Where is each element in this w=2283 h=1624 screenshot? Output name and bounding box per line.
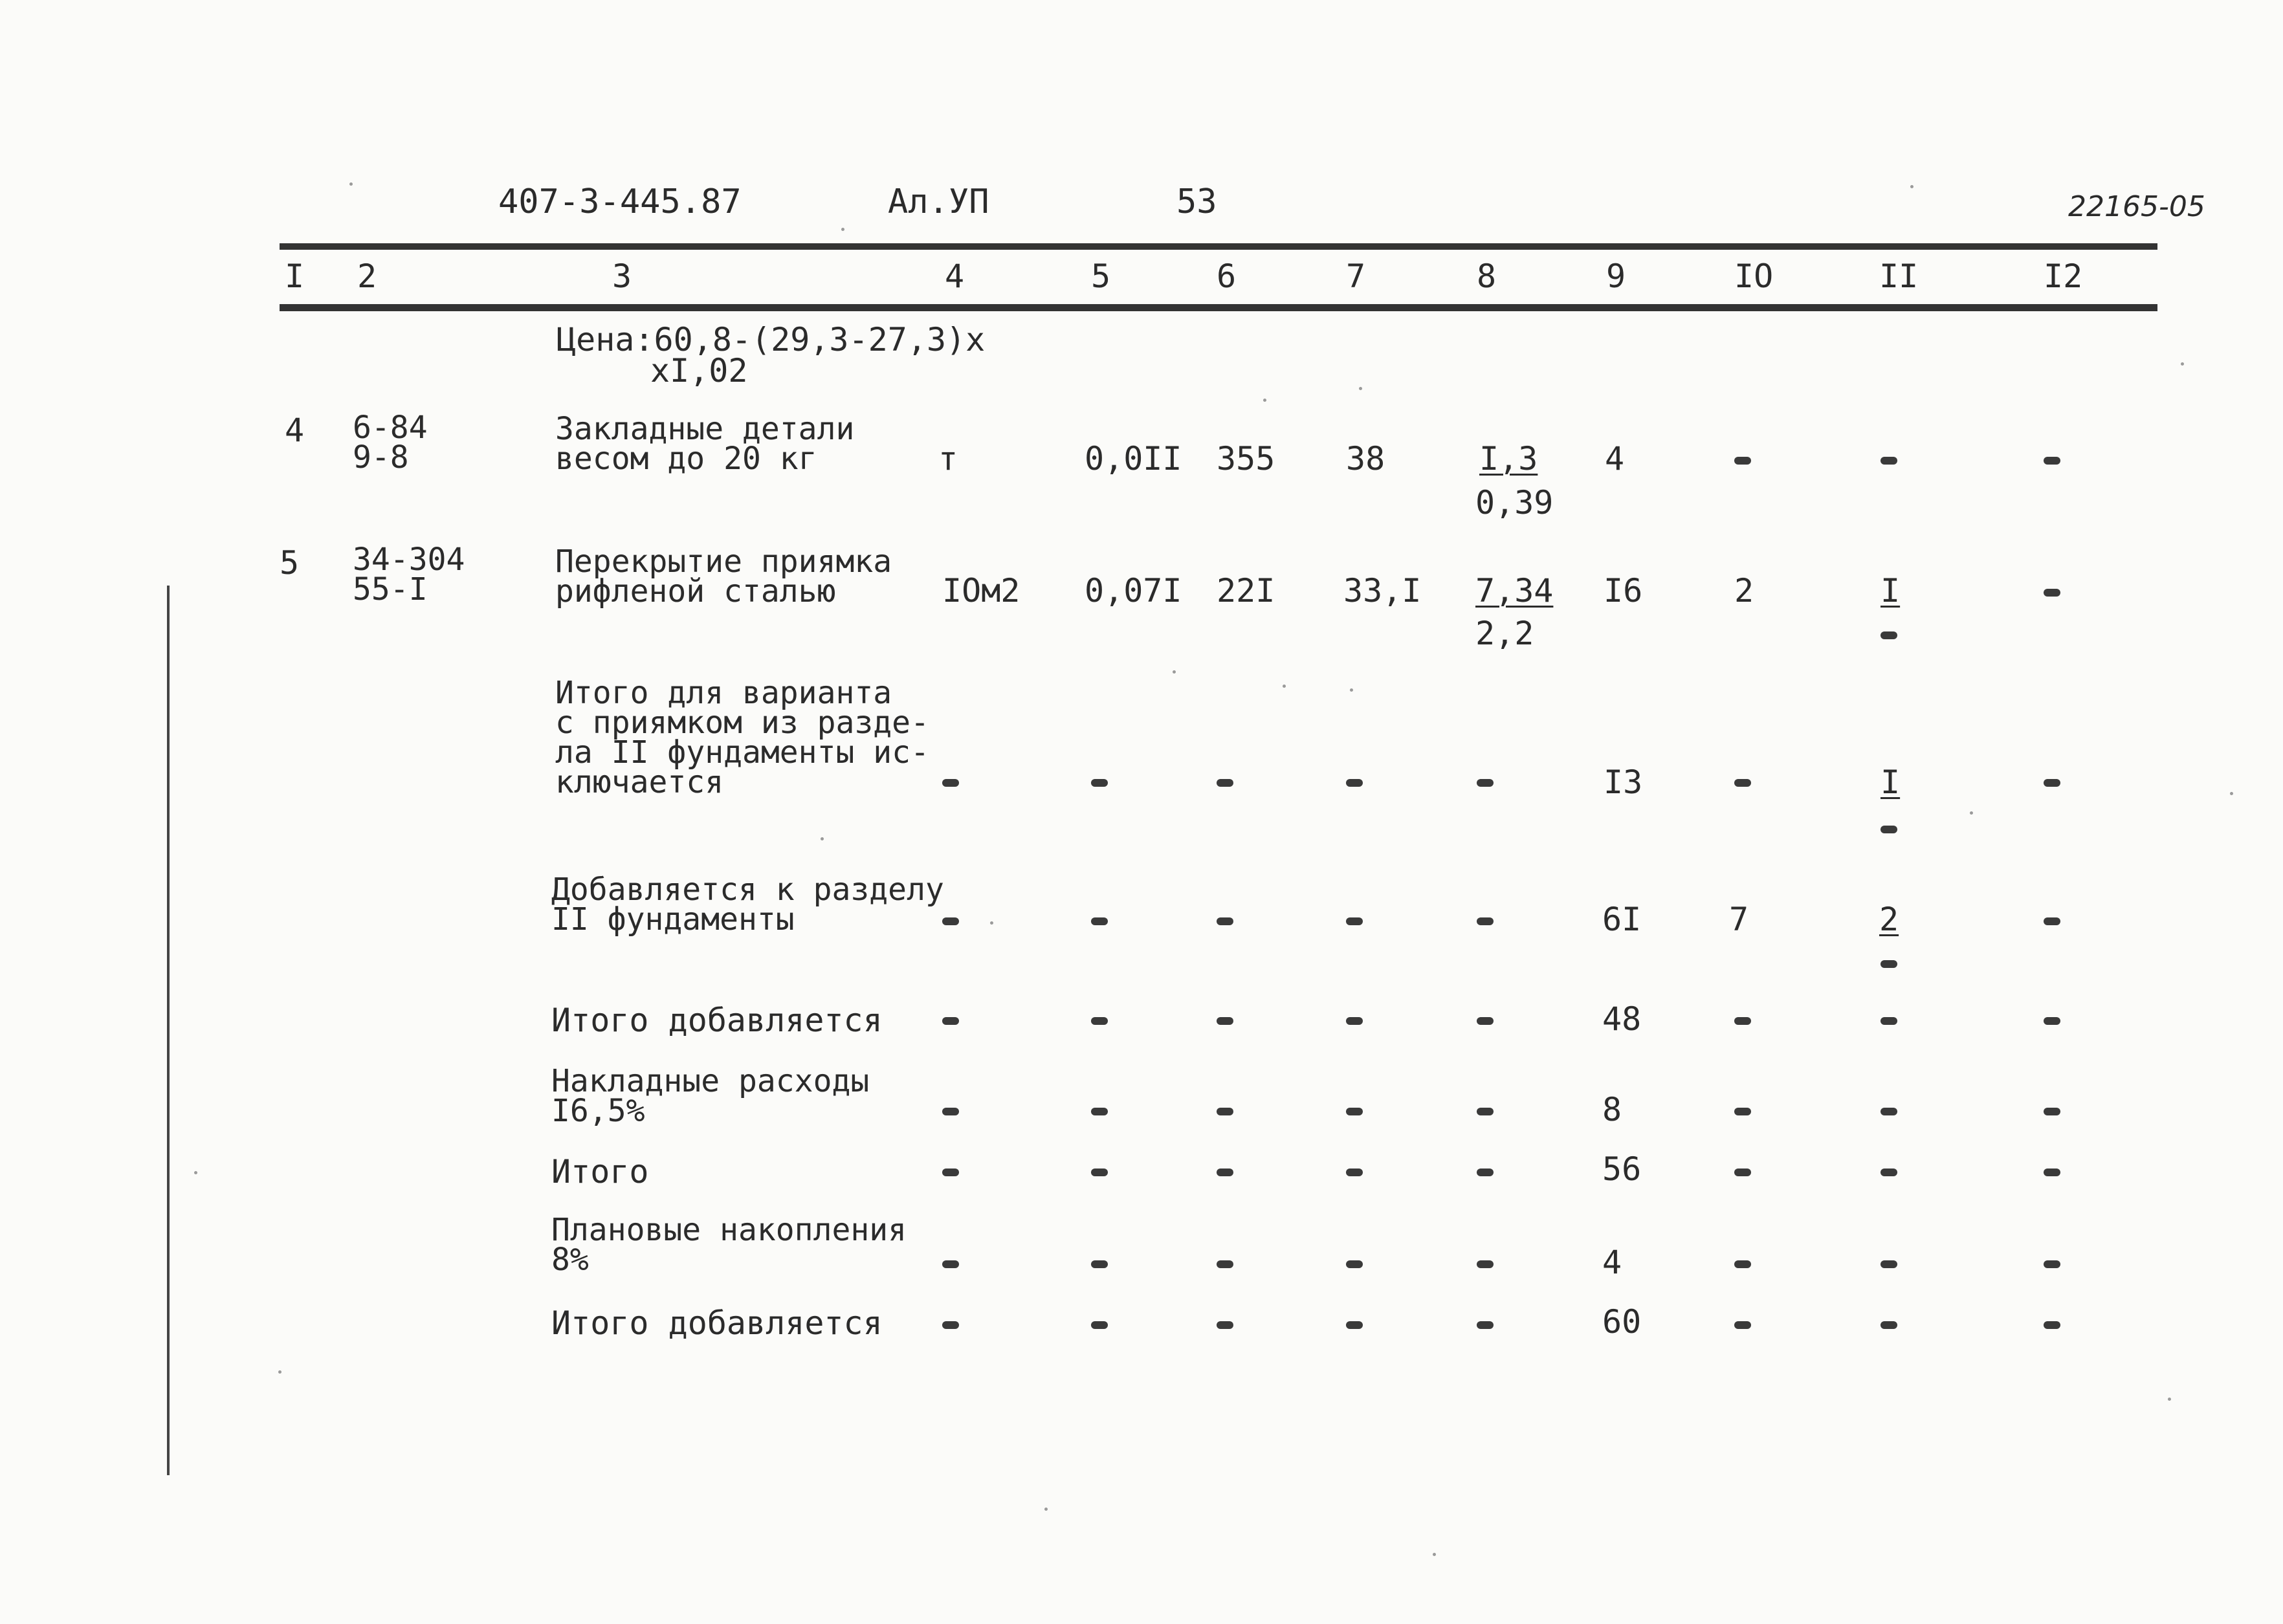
col12-dash: [2044, 1321, 2060, 1329]
left-margin-line: [167, 586, 170, 1475]
col8-top: 7,34: [1475, 572, 1554, 609]
col10-dash: [1734, 1169, 1751, 1176]
col10-value: 7: [1729, 901, 1749, 938]
col9-value: I6: [1604, 572, 1643, 609]
col11-sub-dash: [1880, 960, 1897, 968]
col5-dash: [1091, 917, 1108, 925]
col5-dash: [1091, 1017, 1108, 1025]
col6-value: 22I: [1217, 572, 1275, 609]
col9-value: 6I: [1602, 901, 1642, 938]
col12-dash: [2044, 1169, 2060, 1176]
item-name: Итого: [551, 1153, 649, 1191]
col12-dash: [2044, 1260, 2060, 1268]
col11-dash: [1880, 1017, 1897, 1025]
col4-dash: [942, 1321, 959, 1329]
col6-dash: [1217, 917, 1233, 925]
speck: [1910, 185, 1914, 188]
col12-dash: [2044, 917, 2060, 925]
col8-dash: [1477, 779, 1494, 787]
col11-dash: [1880, 457, 1897, 465]
col7-dash: [1346, 1017, 1363, 1025]
price-formula-line1: Цена:60,8-(29,3-27,3)x: [557, 321, 986, 358]
col11-dash: [1880, 1108, 1897, 1115]
speck: [841, 228, 844, 231]
quantity: 0,0II: [1085, 440, 1182, 477]
col6-dash: [1217, 1017, 1233, 1025]
col11-sub-dash: [1880, 631, 1897, 639]
item-name: Плановые накопления 8%: [551, 1212, 907, 1278]
col7-value: 33,I: [1343, 572, 1422, 609]
col6-dash: [1217, 1321, 1233, 1329]
col11-sub-dash: [1880, 826, 1897, 833]
col8-top: I,3: [1479, 440, 1538, 477]
col8-dash: [1477, 1017, 1494, 1025]
col9-value: 48: [1602, 1000, 1642, 1038]
speck: [990, 921, 993, 925]
col-header-9: 9: [1606, 258, 1626, 295]
col7-dash: [1346, 1169, 1363, 1176]
col11-value: 2: [1879, 901, 1899, 938]
col7-dash: [1346, 1260, 1363, 1268]
col11-dash: [1880, 1321, 1897, 1329]
speck: [1970, 811, 1973, 815]
col7-value: 38: [1346, 440, 1385, 477]
col8-dash: [1477, 1321, 1494, 1329]
col5-dash: [1091, 1260, 1108, 1268]
col5-dash: [1091, 1321, 1108, 1329]
item-name: Перекрытие приямка рифленой сталью: [555, 543, 892, 609]
col9-value: 4: [1602, 1244, 1622, 1281]
col8-bottom: 2,2: [1475, 615, 1534, 652]
col11-value: I: [1880, 572, 1901, 609]
unit: IOм2: [942, 572, 1020, 609]
col6-value: 355: [1217, 440, 1275, 477]
col4-dash: [942, 1108, 959, 1115]
col12-dash: [2044, 1108, 2060, 1115]
col10-value: 2: [1734, 572, 1754, 609]
col-header-7: 7: [1346, 258, 1366, 295]
speck: [2230, 792, 2233, 795]
col-header-11: II: [1879, 258, 1919, 295]
col10-dash: [1734, 1108, 1751, 1115]
col4-dash: [942, 779, 959, 787]
col4-dash: [942, 1169, 959, 1176]
col9-value: 60: [1602, 1303, 1642, 1341]
col10-dash: [1734, 779, 1751, 787]
row-number: 4: [285, 411, 305, 449]
speck: [1173, 670, 1176, 674]
col-header-12: I2: [2044, 258, 2083, 295]
speck: [349, 182, 353, 186]
speck: [1359, 387, 1362, 390]
page-number: 53: [1176, 182, 1217, 221]
speck: [194, 1171, 197, 1174]
col4-dash: [942, 917, 959, 925]
speck: [2181, 362, 2184, 366]
col12-dash: [2044, 779, 2060, 787]
item-name: Накладные расходы I6,5%: [551, 1063, 870, 1129]
col12-dash: [2044, 1017, 2060, 1025]
col10-dash: [1734, 1017, 1751, 1025]
speck: [278, 1370, 281, 1374]
col5-dash: [1091, 1108, 1108, 1115]
speck: [1044, 1508, 1048, 1511]
col-header-1: I: [285, 258, 305, 295]
rate-code: 6-84 9-8: [353, 410, 428, 476]
table-header-rule: [280, 304, 2157, 311]
unit: т: [938, 440, 958, 477]
album-label: Ал.УП: [888, 182, 989, 221]
item-name: Добавляется к разделу II фундаменты: [551, 872, 944, 938]
col-header-5: 5: [1091, 258, 1111, 295]
col10-dash: [1734, 1260, 1751, 1268]
col7-dash: [1346, 779, 1363, 787]
quantity: 0,07I: [1085, 572, 1182, 609]
col10-dash: [1734, 457, 1751, 465]
price-formula-line2: xI,02: [650, 352, 748, 390]
archive-stamp: 22165-05: [2068, 190, 2205, 223]
col12-dash: [2044, 457, 2060, 465]
col11-dash: [1880, 1169, 1897, 1176]
col9-value: 8: [1602, 1091, 1622, 1128]
speck: [821, 837, 824, 840]
col9-value: 4: [1605, 440, 1625, 477]
col6-dash: [1217, 1169, 1233, 1176]
col6-dash: [1217, 1108, 1233, 1115]
col11-dash: [1880, 1260, 1897, 1268]
speck: [2168, 1398, 2171, 1401]
col6-dash: [1217, 779, 1233, 787]
col8-dash: [1477, 1260, 1494, 1268]
col9-value: I3: [1604, 763, 1643, 801]
speck: [1263, 399, 1266, 402]
col9-value: 56: [1602, 1150, 1642, 1188]
col10-dash: [1734, 1321, 1751, 1329]
col-header-10: IO: [1734, 258, 1774, 295]
col8-dash: [1477, 917, 1494, 925]
col8-bottom: 0,39: [1475, 484, 1554, 521]
item-name: Итого добавляется: [551, 1002, 883, 1039]
col8-dash: [1477, 1108, 1494, 1115]
col6-dash: [1217, 1260, 1233, 1268]
col7-dash: [1346, 917, 1363, 925]
col5-dash: [1091, 1169, 1108, 1176]
speck: [1350, 688, 1353, 692]
col-header-2: 2: [357, 258, 377, 295]
item-name: Итого для варианта с приямком из разде- ла II фундаменты ис- ключается: [555, 675, 929, 800]
document-code: 407-3-445.87: [498, 182, 742, 221]
col8-dash: [1477, 1169, 1494, 1176]
col-header-8: 8: [1477, 258, 1497, 295]
table-top-rule: [280, 243, 2157, 250]
col12-dash: [2044, 589, 2060, 597]
col7-dash: [1346, 1108, 1363, 1115]
rate-code: 34-304 55-I: [353, 542, 465, 608]
speck: [1283, 685, 1286, 688]
col-header-3: 3: [612, 258, 632, 295]
speck: [1433, 1553, 1436, 1556]
col7-dash: [1346, 1321, 1363, 1329]
item-name: Итого добавляется: [551, 1304, 883, 1342]
col5-dash: [1091, 779, 1108, 787]
col11-value: I: [1880, 763, 1901, 801]
row-number: 5: [280, 544, 300, 582]
col4-dash: [942, 1260, 959, 1268]
col4-dash: [942, 1017, 959, 1025]
col-header-4: 4: [945, 258, 965, 295]
item-name: Закладные детали весом до 20 кг: [555, 411, 855, 477]
col-header-6: 6: [1217, 258, 1237, 295]
